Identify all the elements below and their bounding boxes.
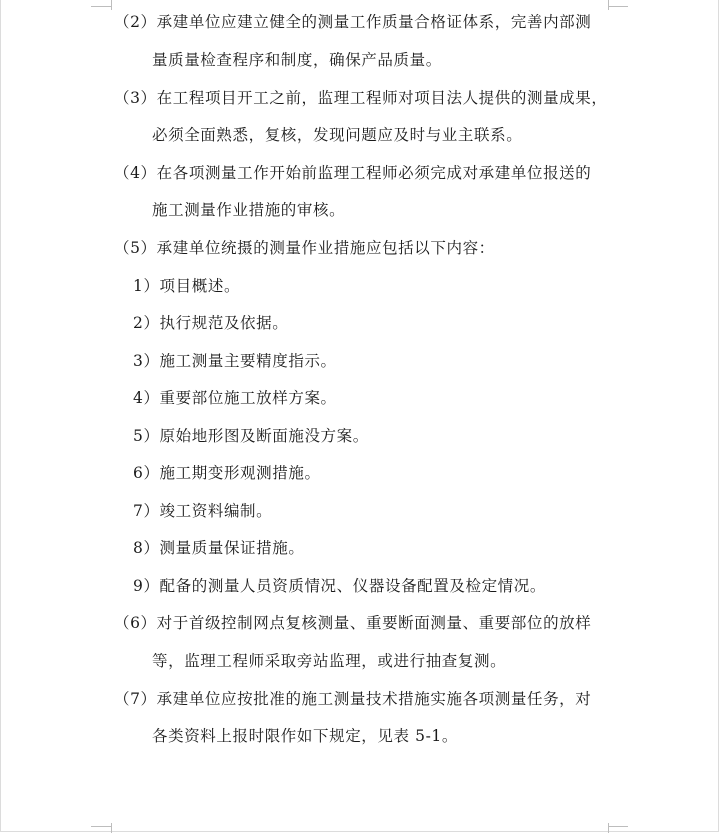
crop-mark-top-left	[91, 6, 111, 7]
paragraph-6-line-2: 等，监理工程师采取旁站监理，或进行抽查复测。	[152, 652, 507, 670]
paragraph-4-line-2: 施工测量作业措施的审核。	[152, 201, 346, 219]
paragraph-6-line-1: （6）对于首级控制网点复核测量、重要断面测量、重要部位的放样	[114, 614, 592, 632]
crop-mark-top-right	[608, 6, 628, 7]
list-item-1: 1）项目概述。	[133, 277, 241, 295]
crop-mark-bottom-right-vertical	[608, 823, 609, 833]
crop-mark-bottom-left	[91, 826, 111, 827]
paragraph-2-line-2: 量质量检查程序和制度，确保产品质量。	[152, 51, 442, 69]
paragraph-2-line-1: （2）承建单位应建立健全的测量工作质量合格证体系，完善内部测	[114, 13, 592, 31]
list-item-6: 6）施工期变形观测措施。	[133, 464, 321, 482]
paragraph-7-line-1: （7）承建单位应按批准的施工测量技术措施实施各项测量任务，对	[114, 690, 592, 708]
crop-mark-top-left-vertical	[111, 0, 112, 10]
list-item-7: 7）竣工资料编制。	[133, 502, 273, 520]
crop-mark-bottom-left-vertical	[111, 823, 112, 833]
paragraph-7-line-2: 各类资料上报时限作如下规定，见表 5-1。	[152, 727, 458, 745]
crop-mark-top-right-vertical	[608, 0, 609, 10]
paragraph-3-line-1: （3）在工程项目开工之前，监理工程师对项目法人提供的测量成果，	[114, 89, 608, 107]
list-item-4: 4）重要部位施工放样方案。	[133, 389, 337, 407]
paragraph-4-line-1: （4）在各项测量工作开始前监理工程师必须完成对承建单位报送的	[114, 164, 592, 182]
list-item-5: 5）原始地形图及断面施没方案。	[133, 427, 369, 445]
list-item-8: 8）测量质量保证措施。	[133, 539, 305, 557]
list-item-3: 3）施工测量主要精度指示。	[133, 352, 337, 370]
paragraph-5-line-1: （5）承建单位统摄的测量作业措施应包括以下内容：	[114, 239, 495, 257]
list-item-2: 2）执行规范及依据。	[133, 314, 289, 332]
crop-mark-bottom-right	[608, 826, 628, 827]
paragraph-3-line-2: 必须全面熟悉，复核，发现问题应及时与业主联系。	[152, 126, 523, 144]
list-item-9: 9）配备的测量人员资质情况、仪器设备配置及检定情况。	[133, 577, 546, 595]
